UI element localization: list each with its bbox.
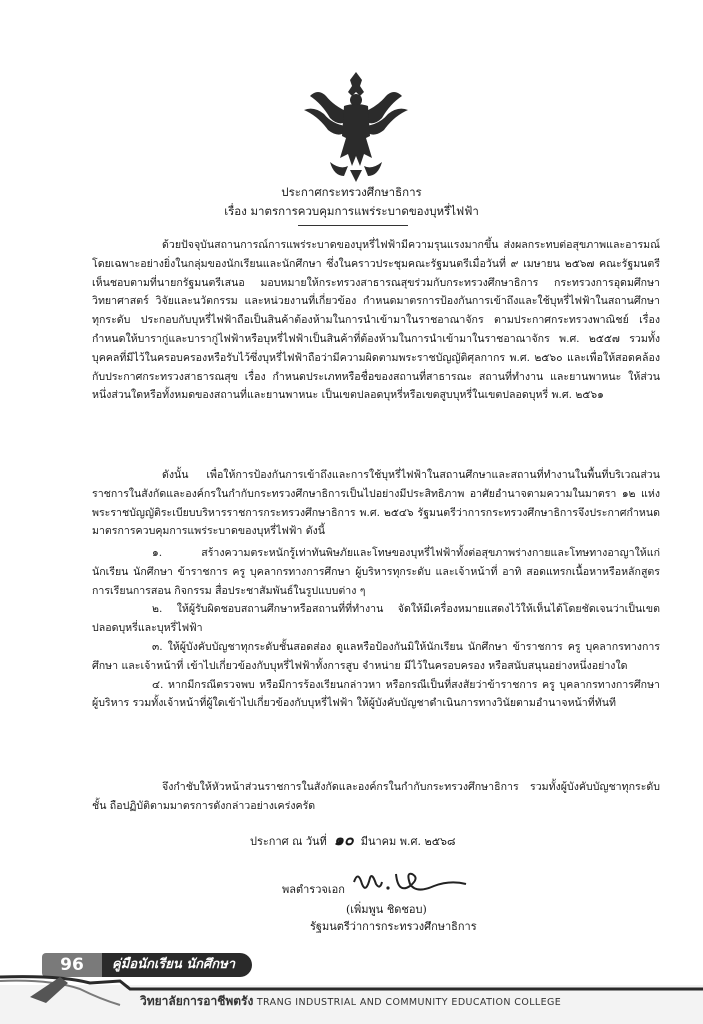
measures-list <box>92 544 660 713</box>
title-divider <box>298 225 408 226</box>
signer-rank: พลตำรวจเอก <box>282 883 345 896</box>
date-prefix: ประกาศ ณ วันที่ <box>250 835 327 848</box>
date-rest: มีนาคม พ.ศ. ๒๕๖๘ <box>360 835 456 848</box>
date-day: ๑๐ <box>333 830 354 849</box>
college-name-thai: วิทยาลัยการอาชีพตรัง <box>140 994 254 1008</box>
college-name-english: TRANG INDUSTRIAL AND COMMUNITY EDUCATION COLLEGE <box>256 997 562 1008</box>
list-item: ๑. สร้างความตระหนักรู้เท่าทันพิษภัยและโทษของบุหรี่ไฟฟ้าทั้งต่อสุขภาพร่างกายและโทษทางอาญาให้แก่นักเรียน นักศึกษา ข้าราชการ ครู บุคลากรทางการศึกษา ผู้บริหารทุกระดับ และเจ้าหน้าที่ อาทิ สอดแทรกเนื้อหาหรือหลักสูตรการเรียนการสอน กิจกรรม สื่อประชาสัมพันธ์ในรูปแบบต่าง ๆ <box>92 547 660 597</box>
announcement-date <box>250 828 456 853</box>
list-item: ๓. ให้ผู้บังคับบัญชาทุกระดับชั้นสอดส่อง ดูแลหรือป้องกันมิให้นักเรียน นักศึกษา ข้าราชการ ครู บุคลากรทางการศึกษา และเจ้าหน้าที่ เข้าไปเกี่ยวข้องกับบุหรี่ไฟฟ้าทั้งการสูบ จำหน่าย มีไว้ในครอบครอง หรือสนับสนุนอย่างหนึ่งอย่างใด <box>92 640 660 672</box>
signer-position: รัฐมนตรีว่าการกระทรวงศึกษาธิการ <box>310 920 477 933</box>
paragraph-text: ดังนั้น เพื่อให้การป้องกันการเข้าถึงและการใช้บุหรี่ไฟฟ้าในสถานศึกษาและสถานที่ทำงานในพื้นที่บริเวณส่วนราชการในสังกัดและองค์กรในกำกับกระทรวงศึกษาธิการเป็นไปอย่างมีประสิทธิภาพ อาศัยอำนาจตามความในมาตรา ๑๒ แห่งพระราชบัญญัติระเบียบบริหารราชการกระทรวงศึกษาธิการ พ.ศ. ๒๕๔๖ รัฐมนตรีว่าการกระทรวงศึกษาธิการจึงประกาศกำหนดมาตรการควบคุมการแพร่ระบาดของบุหรี่ไฟฟ้า ดังนี้ <box>92 469 660 538</box>
list-item: ๒. ให้ผู้รับผิดชอบสถานศึกษาหรือสถานที่ที่ทำงาน จัดให้มีเครื่องหมายแสดงไว้ให้เห็นได้โดยชัดเจนว่าเป็นเขตปลอดบุหรี่และบุหรี่ไฟฟ้า <box>92 603 660 635</box>
garuda-emblem-icon <box>300 66 412 184</box>
paragraph-background <box>92 236 660 405</box>
signer-name: (เพิ่มพูน ชิดชอบ) <box>346 903 427 916</box>
list-item: ๔. หากมีกรณีตรวจพบ หรือมีการร้องเรียนกล่าวหา หรือกรณีเป็นที่สงสัยว่าข้าราชการ ครู บุคลากรทางการศึกษา ผู้บริหาร รวมทั้งเจ้าหน้าที่ผู้ใดเข้าไปเกี่ยวข้องกับบุหรี่ไฟฟ้า ให้ผู้บังคับบัญชาดำเนินการทางวินัยตามอำนาจหน้าที่ทันที <box>92 678 660 710</box>
college-name <box>140 992 561 1011</box>
page-number: 96 <box>42 953 102 977</box>
announcement-subject: เรื่อง มาตรการควบคุมการแพร่ระบาดของบุหรี่ไฟฟ้า <box>224 204 479 218</box>
paragraph-closing <box>92 778 660 816</box>
paragraph-authority <box>92 466 660 541</box>
book-title: คู่มือนักเรียน นักศึกษา <box>102 953 252 977</box>
announcement-title: ประกาศกระทรวงศึกษาธิการ <box>281 185 422 199</box>
handwritten-signature <box>350 864 470 904</box>
paragraph-text: ด้วยปัจจุบันสถานการณ์การแพร่ระบาดของบุหรี่ไฟฟ้ามีความรุนแรงมากขึ้น ส่งผลกระทบต่อสุขภาพและอารมณ์ โดยเฉพาะอย่างยิ่งในกลุ่มของนักเรียนและนักศึกษา ซึ่งในคราวประชุมคณะรัฐมนตรีเมื่อวันที่ ๙ เมษายน ๒๕๖๗ คณะรัฐมนตรีเห็นชอบตามที่นายกรัฐมนตรีเสนอ มอบหมายให้กระทรวงสาธารณสุขร่วมกับกระทรวงศึกษาธิการ กระทรวงการอุดมศึกษา วิทยาศาสตร์ วิจัยและนวัตกรรม และหน่วยงานที่เกี่ยวข้อง กำหนดมาตรการป้องกันการเข้าถึงและใช้บุหรี่ไฟฟ้าในสถานศึกษาทุกระดับ ประกอบกับบุหรี่ไฟฟ้าถือเป็นสินค้าต้องห้ามในการนำเข้ามาในราชอาณาจักร ตามประกาศกระทรวงพาณิชย์ เรื่อง กำหนดให้บารากู่และบารากู่ไฟฟ้าหรือบุหรี่ไฟฟ้าเป็นสินค้าที่ต้องห้ามในการนำเข้ามาในราชอาณาจักร พ.ศ. ๒๕๕๗ รวมทั้งบุคคลที่มีไว้ในครอบครองหรือรับไว้ซึ่งบุหรี่ไฟฟ้าถือว่ามีความผิดตามพระราชบัญญัติศุลกากร พ.ศ. ๒๕๖๐ และเพื่อให้สอดคล้องกับประกาศกระทรวงสาธารณสุข เรื่อง กำหนดประเภทหรือชื่อของสถานที่สาธารณะ สถานที่ทำงาน และยานพาหนะ ให้ส่วนหนึ่งส่วนใดหรือทั้งหมดของสถานที่และยานพาหนะ เป็นเขตปลอดบุหรี่หรือเขตสูบบุหรี่ในเขตปลอดบุหรี่ พ.ศ. ๒๕๖๑ <box>92 239 660 402</box>
paragraph-text: จึงกำชับให้หัวหน้าส่วนราชการในสังกัดและองค์กรในกำกับกระทรวงศึกษาธิการ รวมทั้งผู้บังคับบัญชาทุกระดับชั้น ถือปฏิบัติตามมาตรการดังกล่าวอย่างเคร่งครัด <box>92 781 660 812</box>
